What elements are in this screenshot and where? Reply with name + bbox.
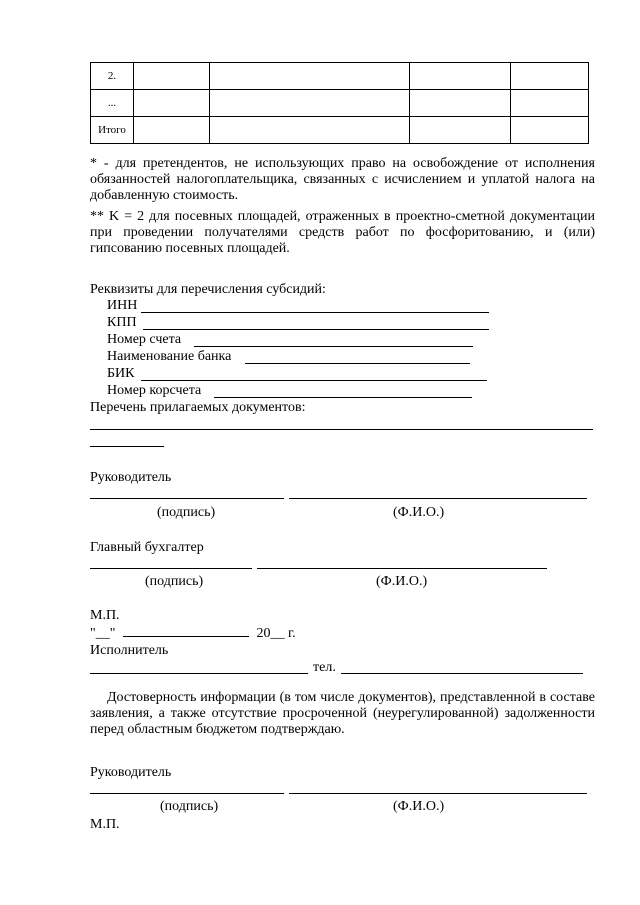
corr-field[interactable] <box>214 397 472 398</box>
kpp-field[interactable] <box>143 329 489 330</box>
docs-field-line1[interactable] <box>90 429 593 430</box>
tel-field[interactable] <box>341 673 583 674</box>
docs-field-line2[interactable] <box>90 446 164 447</box>
kpp-label: КПП <box>107 315 137 330</box>
account-label: Номер счета <box>107 332 182 347</box>
fio-caption: (Ф.И.О.) <box>393 799 445 814</box>
signature-caption: (подпись) <box>145 574 204 589</box>
accountant-signature-line[interactable] <box>90 568 252 569</box>
table-row <box>91 63 589 90</box>
date-line <box>90 625 296 642</box>
signature-caption: (подпись) <box>160 799 219 814</box>
bik-label: БИК <box>107 366 135 381</box>
footnote-vat: * - для претендентов, не использующих право на освобождение от исполнения обязанностей налогоплательщика, связанных с исчислением и уплатой налога на добавленную стоимость. <box>90 156 595 203</box>
row-label: Итого <box>91 117 134 144</box>
bik-field[interactable] <box>141 380 487 381</box>
summary-table <box>90 62 589 144</box>
row-label: 2. <box>91 63 134 90</box>
stamp-place: М.П. <box>90 817 120 832</box>
signature-caption: (подпись) <box>157 505 216 520</box>
stamp-place: М.П. <box>90 608 120 623</box>
fio-caption: (Ф.И.О.) <box>376 574 428 589</box>
date-month-field[interactable] <box>123 625 249 637</box>
executor-label: Исполнитель <box>90 643 169 658</box>
head-label: Руководитель <box>90 765 172 780</box>
confirmation-statement: Достоверность информации (в том числе документов), представленной в составе заявления, а также отсутствие просроченной (неурегулированной) задолженности перед областным бюджетом подтверждаю. <box>90 690 595 737</box>
accountant-name-line[interactable] <box>257 568 547 569</box>
head-signature-line[interactable] <box>90 498 284 499</box>
date-day[interactable]: "__" <box>90 626 116 641</box>
date-year[interactable]: 20__ г. <box>256 626 296 641</box>
footnote-k: ** K = 2 для посевных площадей, отраженных в проектно-сметной документации при проведении получателями средств работ по фосфоритованию, и (или) гипсованию посевных площадей. <box>90 209 595 256</box>
fio-caption: (Ф.И.О.) <box>393 505 445 520</box>
inn-field[interactable] <box>141 312 489 313</box>
head-label: Руководитель <box>90 470 172 485</box>
head-name-line[interactable] <box>289 498 587 499</box>
docs-title: Перечень прилагаемых документов: <box>90 400 306 415</box>
head-signature-line[interactable] <box>90 793 284 794</box>
account-field[interactable] <box>194 346 473 347</box>
row-label: ... <box>91 90 134 117</box>
table-row <box>91 117 589 144</box>
head-name-line[interactable] <box>289 793 587 794</box>
bank-label: Наименование банка <box>107 349 232 364</box>
corr-label: Номер корсчета <box>107 383 202 398</box>
accountant-label: Главный бухгалтер <box>90 540 204 555</box>
inn-label: ИНН <box>107 298 138 313</box>
bank-field[interactable] <box>245 363 470 364</box>
requisites-title: Реквизиты для перечисления субсидий: <box>90 282 326 297</box>
executor-field[interactable] <box>90 673 308 674</box>
table-row <box>91 90 589 117</box>
tel-label: тел. <box>313 660 336 675</box>
